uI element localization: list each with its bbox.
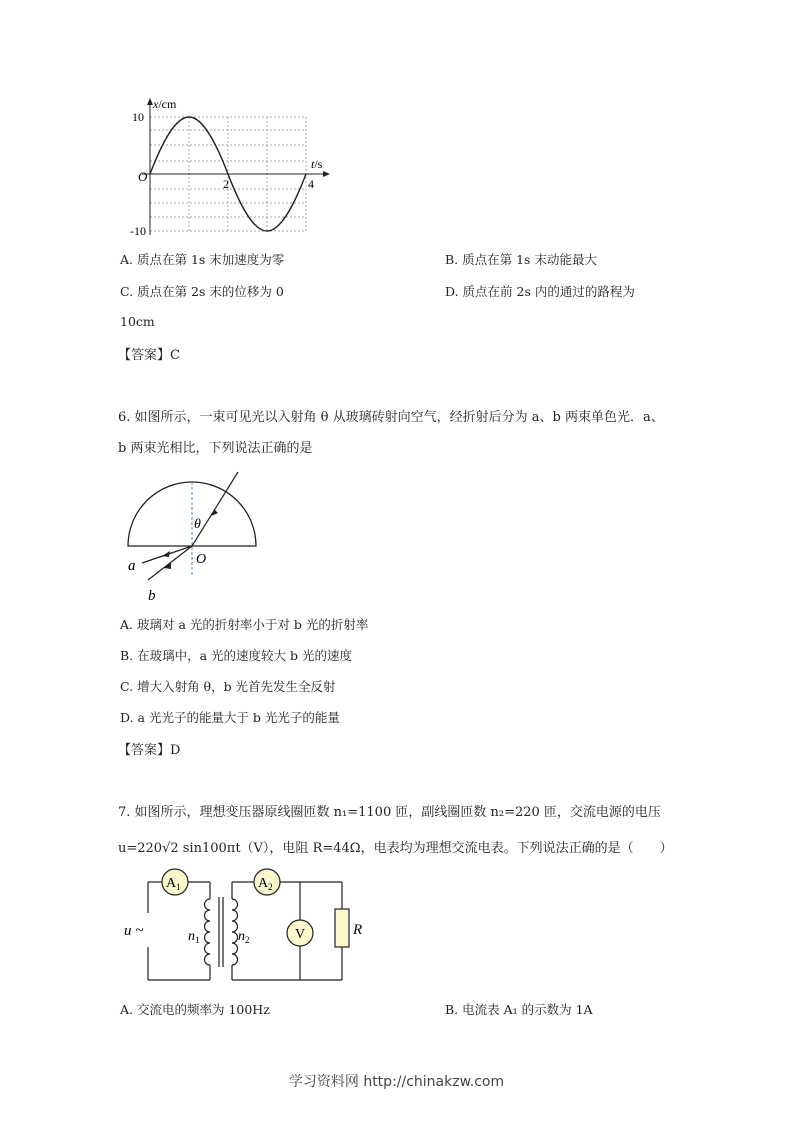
theta-label: θ — [194, 517, 201, 532]
x-tick-2: 2 — [223, 177, 229, 191]
q7-option-a[interactable]: A. 交流电的频率为 100Hz — [120, 1002, 270, 1017]
x-tick-4: 4 — [308, 177, 314, 191]
x-axis-arrow — [323, 171, 330, 177]
q6-option-a[interactable]: A. 玻璃对 a 光的折射率小于对 b 光的折射率 — [120, 617, 369, 632]
y-axis-label: x/cm — [153, 97, 177, 111]
incident-ray — [192, 472, 238, 546]
ray-b-label: b — [148, 588, 156, 604]
ammeter-a1-label: $A_1$ — [166, 876, 181, 892]
n2-label: $n_2$ — [238, 929, 250, 945]
q5-option-c[interactable]: C. 质点在第 2s 末的位移为 0 — [120, 284, 284, 299]
q7-option-b[interactable]: B. 电流表 A₁ 的示数为 1A — [445, 1002, 593, 1017]
q7-stem-line2: u=220√2 sin100πt（V），电阻 R=44Ω，电表均为理想交流电表。下列说法正确的是（ ） — [118, 841, 673, 856]
footer-watermark: 学习资料网 http://chinakzw.com — [288, 1074, 505, 1090]
voltmeter-label: V — [295, 927, 306, 942]
y-tick-top: 10 — [132, 110, 144, 124]
q6-option-d[interactable]: D. a 光光子的能量大于 b 光光子的能量 — [120, 710, 340, 725]
ray-a-label: a — [128, 558, 136, 574]
ray-a-arrow — [162, 551, 170, 557]
q5-answer: 【答案】C — [118, 348, 180, 363]
resistor — [335, 909, 349, 947]
q5-option-d[interactable]: D. 质点在前 2s 内的通过的路程为 — [445, 284, 635, 299]
q6-stem-line1: 6. 如图所示，一束可见光以入射角 θ 从玻璃砖射向空气，经折射后分为 a、b 两束单色光．a、 — [118, 410, 664, 425]
ray-b-arrow — [164, 562, 171, 569]
q5-option-d-continued: 10cm — [120, 314, 155, 329]
q6-option-c[interactable]: C. 增大入射角 θ，b 光首先发生全反射 — [120, 679, 336, 694]
q5-option-b[interactable]: B. 质点在第 1s 末动能最大 — [445, 252, 597, 267]
x-axis-label: t/s — [311, 157, 323, 171]
ammeter-a2-label: $A_2$ — [258, 876, 273, 892]
resistor-label: R — [353, 922, 363, 938]
displacement-time-graph — [130, 95, 340, 245]
refraction-diagram — [120, 468, 270, 608]
origin-o-label: O — [196, 552, 207, 567]
q6-answer: 【答案】D — [118, 743, 181, 758]
origin-label: O — [138, 169, 148, 184]
n1-label: $n_1$ — [188, 929, 200, 945]
source-label: u ~ — [124, 923, 144, 939]
q6-option-b[interactable]: B. 在玻璃中，a 光的速度较大 b 光的速度 — [120, 648, 353, 663]
q6-stem-line2: b 两束光相比，下列说法正确的是 — [118, 441, 313, 456]
y-tick-bottom: -10 — [130, 224, 146, 238]
q7-stem-line1: 7. 如图所示，理想变压器原线圈匝数 n₁=1100 匝，副线圈匝数 n₂=220 匝，交流电源的电压 — [118, 805, 661, 820]
q5-option-a[interactable]: A. 质点在第 1s 末加速度为零 — [120, 252, 285, 267]
transformer-circuit — [120, 865, 380, 990]
